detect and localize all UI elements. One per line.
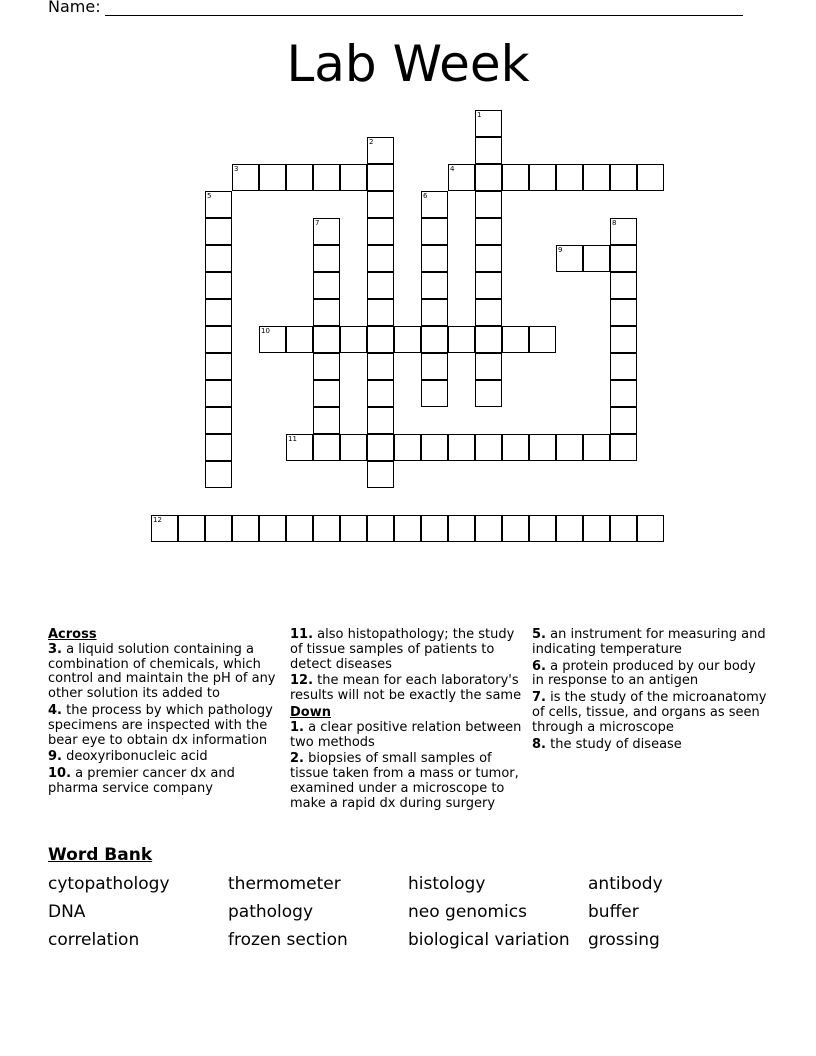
crossword-cell[interactable] bbox=[205, 515, 232, 542]
crossword-cell[interactable] bbox=[475, 245, 502, 272]
crossword-cell[interactable] bbox=[637, 164, 664, 191]
crossword-cell[interactable] bbox=[502, 164, 529, 191]
crossword-cell[interactable] bbox=[205, 407, 232, 434]
crossword-cell[interactable] bbox=[205, 218, 232, 245]
crossword-cell[interactable] bbox=[448, 515, 475, 542]
crossword-cell[interactable] bbox=[151, 515, 178, 542]
crossword-cell[interactable] bbox=[529, 515, 556, 542]
clue-number: 2 bbox=[369, 138, 374, 146]
page-title: Lab Week bbox=[286, 35, 530, 93]
across-header: Across bbox=[48, 627, 97, 642]
crossword-cell[interactable] bbox=[286, 515, 313, 542]
clue-down-1: 1. a clear positive relation between two methods bbox=[290, 719, 522, 750]
clue-across-11: 11. also histopathology; the study of tissue samples of patients to detect diseases bbox=[290, 627, 515, 672]
crossword-cell[interactable] bbox=[556, 515, 583, 542]
crossword-cell[interactable] bbox=[259, 515, 286, 542]
crossword-cell[interactable] bbox=[610, 434, 637, 461]
crossword-cell[interactable] bbox=[286, 434, 313, 461]
crossword-cell[interactable] bbox=[394, 326, 421, 353]
clue-across-3: 3. a liquid solution containing a combination of chemicals, which control and maintain the pH of any other solution its added to bbox=[48, 641, 276, 702]
crossword-cell[interactable] bbox=[367, 218, 394, 245]
clue-number: 6 bbox=[423, 192, 428, 200]
crossword-cell[interactable] bbox=[583, 245, 610, 272]
crossword-cell[interactable] bbox=[583, 164, 610, 191]
word-bank-word: cytopathology bbox=[48, 874, 170, 894]
crossword-cell[interactable] bbox=[475, 272, 502, 299]
crossword-cell[interactable] bbox=[394, 434, 421, 461]
crossword-cell[interactable] bbox=[367, 272, 394, 299]
crossword-cell[interactable] bbox=[610, 245, 637, 272]
crossword-cell[interactable] bbox=[583, 515, 610, 542]
word-bank-word: DNA bbox=[48, 902, 86, 922]
crossword-cell[interactable] bbox=[475, 191, 502, 218]
crossword-cell[interactable] bbox=[178, 515, 205, 542]
crossword-cell[interactable] bbox=[475, 326, 502, 353]
crossword-cell[interactable] bbox=[421, 191, 448, 218]
crossword-cell[interactable] bbox=[205, 245, 232, 272]
crossword-cell[interactable] bbox=[367, 407, 394, 434]
crossword-cell[interactable] bbox=[556, 164, 583, 191]
crossword-cell[interactable] bbox=[610, 326, 637, 353]
crossword-cell[interactable] bbox=[205, 434, 232, 461]
word-bank-word: frozen section bbox=[228, 930, 348, 950]
crossword-cell[interactable] bbox=[367, 353, 394, 380]
crossword-cell[interactable] bbox=[286, 164, 313, 191]
crossword-cell[interactable] bbox=[421, 245, 448, 272]
crossword-cell[interactable] bbox=[394, 515, 421, 542]
crossword-cell[interactable] bbox=[367, 380, 394, 407]
crossword-cell[interactable] bbox=[448, 326, 475, 353]
crossword-cell[interactable] bbox=[367, 137, 394, 164]
crossword-cell[interactable] bbox=[556, 245, 583, 272]
crossword-cell[interactable] bbox=[610, 299, 637, 326]
crossword-cell[interactable] bbox=[205, 326, 232, 353]
crossword-cell[interactable] bbox=[367, 461, 394, 488]
word-bank-word: grossing bbox=[588, 930, 660, 950]
name-label: Name: bbox=[48, 0, 101, 16]
crossword-cell[interactable] bbox=[421, 380, 448, 407]
word-bank-word: pathology bbox=[228, 902, 314, 922]
crossword-cell[interactable] bbox=[205, 299, 232, 326]
crossword-cell[interactable] bbox=[205, 461, 232, 488]
down-header: Down bbox=[290, 704, 331, 720]
crossword-cell[interactable] bbox=[340, 434, 367, 461]
clue-across-12: 12. the mean for each laboratory's results will not be exactly the same bbox=[290, 673, 522, 704]
clue-number: 12 bbox=[153, 516, 162, 524]
word-bank-word: correlation bbox=[48, 930, 140, 950]
crossword-cell[interactable] bbox=[232, 164, 259, 191]
crossword-cell[interactable] bbox=[502, 434, 529, 461]
crossword-cell[interactable] bbox=[313, 353, 340, 380]
crossword-cell[interactable] bbox=[367, 299, 394, 326]
crossword-cell[interactable] bbox=[313, 299, 340, 326]
crossword-cell[interactable] bbox=[529, 326, 556, 353]
clue-number: 11 bbox=[288, 435, 297, 443]
clue-number: 3 bbox=[234, 165, 239, 173]
crossword-cell[interactable] bbox=[421, 272, 448, 299]
crossword-cell[interactable] bbox=[610, 353, 637, 380]
clue-down-6: 6. a protein produced by our body in response to an antigen bbox=[532, 658, 756, 689]
word-bank-word: antibody bbox=[588, 874, 663, 894]
crossword-cell[interactable] bbox=[610, 218, 637, 245]
clue-number: 9 bbox=[558, 246, 563, 254]
word-bank-word: biological variation bbox=[408, 930, 570, 950]
word-bank-word: thermometer bbox=[228, 874, 341, 894]
clue-down-8: 8. the study of disease bbox=[532, 736, 682, 752]
crossword-cell[interactable] bbox=[367, 191, 394, 218]
crossword-cell[interactable] bbox=[367, 245, 394, 272]
crossword-cell[interactable] bbox=[421, 353, 448, 380]
crossword-cell[interactable] bbox=[286, 326, 313, 353]
crossword-cell[interactable] bbox=[502, 326, 529, 353]
crossword-cell[interactable] bbox=[610, 164, 637, 191]
crossword-cell[interactable] bbox=[448, 164, 475, 191]
clue-number: 1 bbox=[477, 111, 482, 119]
crossword-cell[interactable] bbox=[313, 326, 340, 353]
crossword-cell[interactable] bbox=[421, 326, 448, 353]
crossword-cell[interactable] bbox=[529, 434, 556, 461]
crossword-cell[interactable] bbox=[367, 326, 394, 353]
crossword-cell[interactable] bbox=[205, 353, 232, 380]
crossword-cell[interactable] bbox=[313, 272, 340, 299]
crossword-cell[interactable] bbox=[313, 407, 340, 434]
crossword-cell[interactable] bbox=[610, 380, 637, 407]
clue-number: 10 bbox=[261, 327, 270, 335]
crossword-cell[interactable] bbox=[421, 434, 448, 461]
clue-down-7: 7. is the study of the microanatomy of cells, tissue, and organs as seen through a microscope bbox=[532, 690, 767, 735]
crossword-cell[interactable] bbox=[340, 326, 367, 353]
crossword-cell[interactable] bbox=[610, 515, 637, 542]
crossword-cell[interactable] bbox=[421, 218, 448, 245]
clues-column-3 bbox=[532, 628, 768, 754]
crossword-cell[interactable] bbox=[421, 515, 448, 542]
clue-down-2: 2. biopsies of small samples of tissue taken from a mass or tumor, examined under a microscope to make a rapid dx during surgery bbox=[290, 751, 519, 811]
clue-across-10: 10. a premier cancer dx and pharma service company bbox=[48, 766, 235, 796]
clues-column-2 bbox=[290, 628, 526, 814]
crossword-cell[interactable] bbox=[448, 434, 475, 461]
crossword-cell[interactable] bbox=[367, 164, 394, 191]
crossword-cell[interactable] bbox=[475, 164, 502, 191]
crossword-cell[interactable] bbox=[475, 137, 502, 164]
crossword-cell[interactable] bbox=[205, 191, 232, 218]
crossword-cell[interactable] bbox=[259, 164, 286, 191]
word-bank-word: buffer bbox=[588, 902, 639, 922]
word-bank-word: histology bbox=[408, 874, 486, 894]
crossword-cell[interactable] bbox=[205, 272, 232, 299]
clue-across-9: 9. deoxyribonucleic acid bbox=[48, 749, 208, 765]
clue-number: 4 bbox=[450, 165, 455, 173]
crossword-cell[interactable] bbox=[583, 434, 610, 461]
crossword-cell[interactable] bbox=[610, 272, 637, 299]
clue-number: 8 bbox=[612, 219, 617, 227]
crossword-cell[interactable] bbox=[556, 434, 583, 461]
crossword-cell[interactable] bbox=[367, 434, 394, 461]
crossword-cell[interactable] bbox=[313, 380, 340, 407]
crossword-cell[interactable] bbox=[475, 515, 502, 542]
crossword-cell[interactable] bbox=[313, 515, 340, 542]
clue-across-4: 4. the process by which pathology specimens are inspected with the bear eye to obtain dx information bbox=[48, 702, 273, 748]
crossword-cell[interactable] bbox=[475, 110, 502, 137]
crossword-cell[interactable] bbox=[502, 515, 529, 542]
crossword-cell[interactable] bbox=[475, 299, 502, 326]
crossword-cell[interactable] bbox=[610, 407, 637, 434]
clue-number: 7 bbox=[315, 219, 320, 227]
word-bank-title: Word Bank bbox=[48, 845, 153, 865]
crossword-cell[interactable] bbox=[367, 515, 394, 542]
crossword-cell[interactable] bbox=[205, 380, 232, 407]
crossword-cell[interactable] bbox=[259, 326, 286, 353]
crossword-cell[interactable] bbox=[313, 245, 340, 272]
crossword-cell[interactable] bbox=[232, 515, 259, 542]
clue-number: 5 bbox=[207, 192, 212, 200]
crossword-cell[interactable] bbox=[529, 164, 556, 191]
crossword-cell[interactable] bbox=[340, 515, 367, 542]
clues-column-1 bbox=[48, 628, 284, 799]
crossword-cell[interactable] bbox=[475, 434, 502, 461]
crossword-cell[interactable] bbox=[475, 353, 502, 380]
crossword-cell[interactable] bbox=[313, 164, 340, 191]
clue-down-5: 5. an instrument for measuring and indicating temperature bbox=[532, 627, 766, 657]
crossword-cell[interactable] bbox=[340, 164, 367, 191]
crossword-cell[interactable] bbox=[421, 299, 448, 326]
crossword-cell[interactable] bbox=[475, 218, 502, 245]
word-bank-word: neo genomics bbox=[408, 902, 527, 922]
crossword-cell[interactable] bbox=[313, 218, 340, 245]
crossword-cell[interactable] bbox=[475, 380, 502, 407]
crossword-cell[interactable] bbox=[313, 434, 340, 461]
crossword-cell[interactable] bbox=[637, 515, 664, 542]
